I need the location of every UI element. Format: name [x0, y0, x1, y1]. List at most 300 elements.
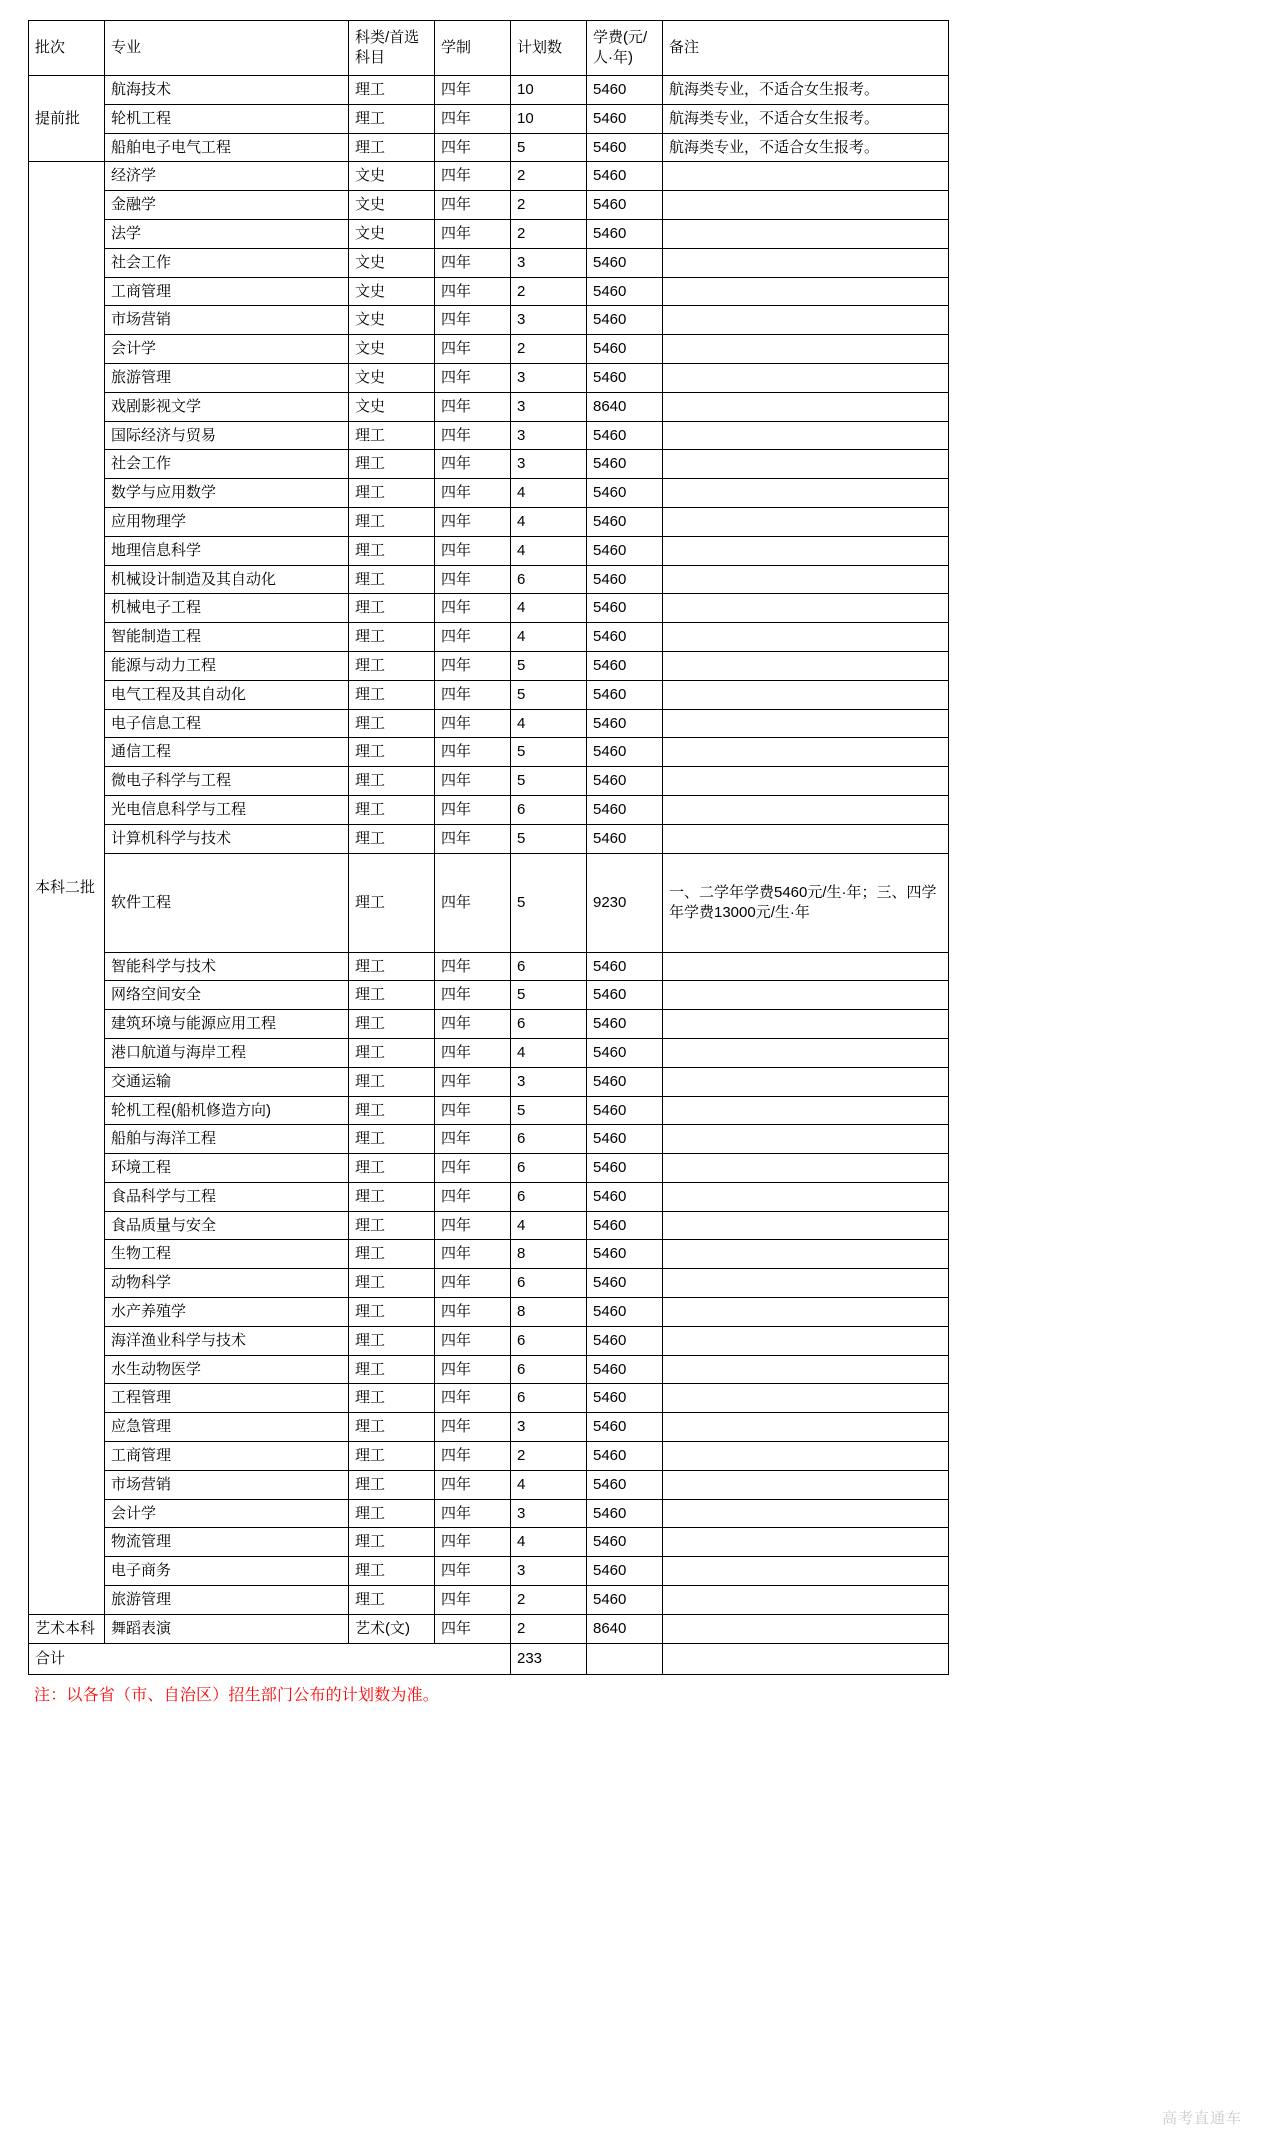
cell-major: 计算机科学与技术: [105, 824, 349, 853]
table-row: [29, 981, 949, 1010]
cell-remark: [663, 1586, 949, 1615]
cell-remark: [663, 1326, 949, 1355]
cell-subject: 理工: [349, 536, 435, 565]
cell-major: 社会工作: [105, 248, 349, 277]
cell-major: 数学与应用数学: [105, 479, 349, 508]
cell-fee: 5460: [587, 1240, 663, 1269]
cell-major: 国际经济与贸易: [105, 421, 349, 450]
cell-length: 四年: [435, 795, 511, 824]
cell-major: 经济学: [105, 162, 349, 191]
table-row: [29, 1528, 949, 1557]
cell-count: 4: [511, 1038, 587, 1067]
cell-major: 软件工程: [105, 853, 349, 952]
cell-major: 食品质量与安全: [105, 1211, 349, 1240]
column-header-major: 专业: [105, 21, 349, 76]
cell-subject: 理工: [349, 680, 435, 709]
cell-major: 智能科学与技术: [105, 952, 349, 981]
cell-subject: 理工: [349, 795, 435, 824]
total-label: 合计: [29, 1643, 511, 1674]
cell-major: 轮机工程(船机修造方向): [105, 1096, 349, 1125]
cell-remark: [663, 1067, 949, 1096]
table-row: [29, 1298, 949, 1327]
cell-count: 6: [511, 1182, 587, 1211]
cell-fee: 5460: [587, 133, 663, 162]
table-row: [29, 853, 949, 952]
cell-major: 食品科学与工程: [105, 1182, 349, 1211]
cell-fee: 5460: [587, 1355, 663, 1384]
cell-remark: [663, 219, 949, 248]
table-row: [29, 1557, 949, 1586]
table-header: [29, 21, 949, 76]
cell-subject: 理工: [349, 479, 435, 508]
cell-subject: 理工: [349, 594, 435, 623]
table-row: [29, 335, 949, 364]
cell-subject: 理工: [349, 1182, 435, 1211]
cell-count: 3: [511, 306, 587, 335]
cell-major: 工商管理: [105, 1442, 349, 1471]
table-row: [29, 450, 949, 479]
cell-length: 四年: [435, 1326, 511, 1355]
cell-major: 应用物理学: [105, 507, 349, 536]
cell-major: 机械设计制造及其自动化: [105, 565, 349, 594]
cell-count: 5: [511, 767, 587, 796]
cell-remark: [663, 363, 949, 392]
cell-remark: [663, 1010, 949, 1039]
cell-major: 舞蹈表演: [105, 1614, 349, 1643]
cell-subject: 理工: [349, 450, 435, 479]
cell-remark: [663, 565, 949, 594]
cell-length: 四年: [435, 680, 511, 709]
batch-cell-0: 提前批: [29, 76, 105, 162]
cell-fee: 5460: [587, 162, 663, 191]
cell-fee: 5460: [587, 1010, 663, 1039]
cell-count: 5: [511, 133, 587, 162]
cell-subject: 理工: [349, 952, 435, 981]
table-row: [29, 1010, 949, 1039]
cell-length: 四年: [435, 1211, 511, 1240]
cell-remark: [663, 767, 949, 796]
table-row: [29, 1355, 949, 1384]
cell-length: 四年: [435, 1442, 511, 1471]
cell-fee: 5460: [587, 594, 663, 623]
cell-subject: 理工: [349, 651, 435, 680]
cell-subject: 理工: [349, 1442, 435, 1471]
cell-remark: [663, 1557, 949, 1586]
cell-remark: [663, 1182, 949, 1211]
cell-length: 四年: [435, 952, 511, 981]
cell-count: 5: [511, 853, 587, 952]
batch-cell-2: 艺术本科: [29, 1614, 105, 1643]
table-row: [29, 1442, 949, 1471]
cell-remark: [663, 594, 949, 623]
cell-subject: 理工: [349, 1499, 435, 1528]
cell-fee: 5460: [587, 536, 663, 565]
cell-count: 5: [511, 824, 587, 853]
cell-count: 3: [511, 363, 587, 392]
cell-remark: 航海类专业，不适合女生报考。: [663, 104, 949, 133]
cell-subject: 文史: [349, 306, 435, 335]
cell-count: 2: [511, 1442, 587, 1471]
cell-subject: 理工: [349, 1528, 435, 1557]
cell-count: 3: [511, 450, 587, 479]
watermark: 高考直通车: [1161, 2110, 1242, 2127]
cell-count: 4: [511, 623, 587, 652]
cell-remark: [663, 507, 949, 536]
cell-subject: 理工: [349, 1067, 435, 1096]
batch-cell-1: 本科二批: [29, 162, 105, 1614]
cell-fee: 5460: [587, 565, 663, 594]
cell-remark: [663, 479, 949, 508]
cell-count: 3: [511, 421, 587, 450]
cell-major: 会计学: [105, 1499, 349, 1528]
cell-length: 四年: [435, 1125, 511, 1154]
cell-remark: [663, 709, 949, 738]
cell-fee: 5460: [587, 1557, 663, 1586]
cell-count: 2: [511, 277, 587, 306]
cell-count: 10: [511, 104, 587, 133]
cell-remark: [663, 277, 949, 306]
cell-count: 6: [511, 1384, 587, 1413]
cell-subject: 理工: [349, 1298, 435, 1327]
cell-count: 5: [511, 738, 587, 767]
cell-fee: 5460: [587, 306, 663, 335]
cell-subject: 理工: [349, 1096, 435, 1125]
cell-remark: [663, 981, 949, 1010]
cell-fee: 5460: [587, 623, 663, 652]
cell-subject: 理工: [349, 1010, 435, 1039]
table-row: [29, 1067, 949, 1096]
cell-fee: 5460: [587, 680, 663, 709]
cell-subject: 理工: [349, 1269, 435, 1298]
cell-length: 四年: [435, 767, 511, 796]
cell-major: 通信工程: [105, 738, 349, 767]
cell-count: 2: [511, 219, 587, 248]
cell-count: 2: [511, 191, 587, 220]
table-row: [29, 594, 949, 623]
cell-remark: [663, 1442, 949, 1471]
cell-major: 市场营销: [105, 306, 349, 335]
cell-remark: [663, 1038, 949, 1067]
cell-fee: 5460: [587, 1182, 663, 1211]
cell-fee: 5460: [587, 1298, 663, 1327]
cell-count: 3: [511, 1499, 587, 1528]
table-row: [29, 1586, 949, 1615]
cell-length: 四年: [435, 709, 511, 738]
cell-remark: [663, 1413, 949, 1442]
cell-subject: 文史: [349, 363, 435, 392]
table-body: [29, 76, 949, 1644]
cell-subject: 文史: [349, 392, 435, 421]
cell-fee: 5460: [587, 421, 663, 450]
cell-major: 船舶与海洋工程: [105, 1125, 349, 1154]
cell-length: 四年: [435, 853, 511, 952]
cell-major: 交通运输: [105, 1067, 349, 1096]
cell-major: 轮机工程: [105, 104, 349, 133]
table-row: [29, 680, 949, 709]
cell-length: 四年: [435, 1557, 511, 1586]
cell-subject: 理工: [349, 565, 435, 594]
cell-subject: 理工: [349, 824, 435, 853]
table-row: [29, 306, 949, 335]
cell-remark: [663, 1125, 949, 1154]
cell-subject: 理工: [349, 981, 435, 1010]
total-fee-blank: [587, 1643, 663, 1674]
cell-fee: 5460: [587, 104, 663, 133]
cell-major: 电气工程及其自动化: [105, 680, 349, 709]
cell-major: 市场营销: [105, 1470, 349, 1499]
cell-fee: 5460: [587, 651, 663, 680]
cell-count: 6: [511, 1269, 587, 1298]
cell-length: 四年: [435, 162, 511, 191]
cell-count: 2: [511, 1586, 587, 1615]
cell-fee: 8640: [587, 392, 663, 421]
cell-fee: 5460: [587, 1096, 663, 1125]
cell-count: 6: [511, 1355, 587, 1384]
table-row: [29, 479, 949, 508]
cell-remark: [663, 306, 949, 335]
cell-length: 四年: [435, 479, 511, 508]
cell-major: 应急管理: [105, 1413, 349, 1442]
cell-major: 能源与动力工程: [105, 651, 349, 680]
cell-count: 6: [511, 952, 587, 981]
header-row: [29, 21, 949, 76]
cell-length: 四年: [435, 1586, 511, 1615]
column-header-batch: 批次: [29, 21, 105, 76]
table-row: [29, 1269, 949, 1298]
cell-count: 6: [511, 1154, 587, 1183]
cell-count: 6: [511, 565, 587, 594]
cell-length: 四年: [435, 623, 511, 652]
cell-subject: 理工: [349, 1240, 435, 1269]
cell-length: 四年: [435, 306, 511, 335]
cell-count: 6: [511, 1326, 587, 1355]
cell-count: 5: [511, 680, 587, 709]
cell-count: 6: [511, 1125, 587, 1154]
cell-subject: 理工: [349, 767, 435, 796]
cell-fee: 5460: [587, 952, 663, 981]
table-row: [29, 536, 949, 565]
table-row: [29, 507, 949, 536]
table-row: [29, 651, 949, 680]
cell-length: 四年: [435, 1614, 511, 1643]
cell-subject: 理工: [349, 1586, 435, 1615]
table-row: [29, 709, 949, 738]
table-row: [29, 623, 949, 652]
table-row: [29, 1096, 949, 1125]
cell-fee: 5460: [587, 1442, 663, 1471]
cell-length: 四年: [435, 248, 511, 277]
cell-remark: [663, 392, 949, 421]
cell-subject: 文史: [349, 335, 435, 364]
cell-fee: 5460: [587, 76, 663, 105]
cell-count: 10: [511, 76, 587, 105]
table-row: [29, 1384, 949, 1413]
cell-fee: 5460: [587, 1211, 663, 1240]
cell-major: 生物工程: [105, 1240, 349, 1269]
cell-length: 四年: [435, 219, 511, 248]
cell-subject: 文史: [349, 162, 435, 191]
table-row: [29, 1240, 949, 1269]
cell-length: 四年: [435, 1182, 511, 1211]
cell-major: 电子商务: [105, 1557, 349, 1586]
cell-subject: 文史: [349, 248, 435, 277]
cell-fee: 5460: [587, 1326, 663, 1355]
table-row: [29, 104, 949, 133]
column-header-count: 计划数: [511, 21, 587, 76]
cell-subject: 文史: [349, 191, 435, 220]
cell-length: 四年: [435, 421, 511, 450]
cell-remark: [663, 824, 949, 853]
cell-count: 5: [511, 651, 587, 680]
cell-subject: 理工: [349, 1125, 435, 1154]
cell-count: 6: [511, 1010, 587, 1039]
cell-fee: 5460: [587, 219, 663, 248]
cell-remark: [663, 248, 949, 277]
cell-subject: 理工: [349, 1557, 435, 1586]
cell-subject: 理工: [349, 709, 435, 738]
cell-remark: [663, 1269, 949, 1298]
table-row: [29, 767, 949, 796]
cell-remark: [663, 1384, 949, 1413]
cell-remark: [663, 1240, 949, 1269]
cell-length: 四年: [435, 738, 511, 767]
cell-subject: 文史: [349, 219, 435, 248]
cell-remark: [663, 1298, 949, 1327]
cell-major: 旅游管理: [105, 1586, 349, 1615]
cell-count: 5: [511, 1096, 587, 1125]
cell-remark: [663, 536, 949, 565]
column-header-subject: 科类/首选科目: [349, 21, 435, 76]
table-row: [29, 1413, 949, 1442]
cell-length: 四年: [435, 363, 511, 392]
cell-major: 光电信息科学与工程: [105, 795, 349, 824]
cell-count: 2: [511, 335, 587, 364]
cell-major: 物流管理: [105, 1528, 349, 1557]
table-row: [29, 1470, 949, 1499]
table-row: [29, 1154, 949, 1183]
cell-remark: [663, 1096, 949, 1125]
table-row: [29, 277, 949, 306]
cell-major: 微电子科学与工程: [105, 767, 349, 796]
table-row: [29, 133, 949, 162]
cell-remark: [663, 952, 949, 981]
cell-major: 会计学: [105, 335, 349, 364]
cell-remark: [663, 738, 949, 767]
cell-subject: 理工: [349, 133, 435, 162]
cell-remark: [663, 1355, 949, 1384]
cell-subject: 理工: [349, 1384, 435, 1413]
cell-major: 金融学: [105, 191, 349, 220]
cell-fee: 5460: [587, 191, 663, 220]
cell-length: 四年: [435, 1528, 511, 1557]
table-row: [29, 1038, 949, 1067]
cell-count: 3: [511, 248, 587, 277]
column-header-length: 学制: [435, 21, 511, 76]
cell-count: 2: [511, 1614, 587, 1643]
cell-count: 8: [511, 1240, 587, 1269]
table-row: [29, 392, 949, 421]
cell-length: 四年: [435, 1240, 511, 1269]
cell-fee: 5460: [587, 738, 663, 767]
cell-remark: [663, 623, 949, 652]
table-row: [29, 1211, 949, 1240]
cell-subject: 理工: [349, 1211, 435, 1240]
cell-subject: 理工: [349, 1038, 435, 1067]
cell-subject: 理工: [349, 1154, 435, 1183]
cell-count: 3: [511, 1413, 587, 1442]
cell-major: 水生动物医学: [105, 1355, 349, 1384]
cell-remark: [663, 450, 949, 479]
cell-major: 航海技术: [105, 76, 349, 105]
cell-remark: [663, 1614, 949, 1643]
cell-fee: 5460: [587, 248, 663, 277]
table-row: [29, 219, 949, 248]
total-remark-blank: [663, 1643, 949, 1674]
table-row: [29, 795, 949, 824]
cell-fee: 5460: [587, 1413, 663, 1442]
cell-count: 3: [511, 392, 587, 421]
cell-fee: 5460: [587, 767, 663, 796]
cell-remark: [663, 651, 949, 680]
cell-major: 戏剧影视文学: [105, 392, 349, 421]
cell-remark: [663, 1470, 949, 1499]
cell-count: 4: [511, 507, 587, 536]
cell-subject: 理工: [349, 1413, 435, 1442]
cell-length: 四年: [435, 1067, 511, 1096]
cell-remark: 一、二学年学费5460元/生·年；三、四学年学费13000元/生·年: [663, 853, 949, 952]
cell-fee: 5460: [587, 1125, 663, 1154]
cell-subject: 理工: [349, 1470, 435, 1499]
cell-fee: 5460: [587, 795, 663, 824]
cell-subject: 理工: [349, 507, 435, 536]
table-row: [29, 1326, 949, 1355]
cell-length: 四年: [435, 1154, 511, 1183]
cell-major: 船舶电子电气工程: [105, 133, 349, 162]
cell-fee: 5460: [587, 709, 663, 738]
cell-fee: 5460: [587, 824, 663, 853]
cell-fee: 5460: [587, 1038, 663, 1067]
table-row: [29, 421, 949, 450]
cell-count: 3: [511, 1557, 587, 1586]
cell-subject: 艺术(文): [349, 1614, 435, 1643]
cell-fee: 5460: [587, 1067, 663, 1096]
cell-length: 四年: [435, 335, 511, 364]
cell-fee: 5460: [587, 277, 663, 306]
cell-count: 4: [511, 1211, 587, 1240]
cell-remark: [663, 1499, 949, 1528]
cell-major: 网络空间安全: [105, 981, 349, 1010]
cell-count: 4: [511, 479, 587, 508]
cell-remark: [663, 421, 949, 450]
cell-subject: 理工: [349, 104, 435, 133]
cell-major: 建筑环境与能源应用工程: [105, 1010, 349, 1039]
cell-fee: 9230: [587, 853, 663, 952]
cell-remark: [663, 1154, 949, 1183]
cell-fee: 5460: [587, 981, 663, 1010]
table-row: [29, 565, 949, 594]
cell-count: 4: [511, 536, 587, 565]
cell-major: 工程管理: [105, 1384, 349, 1413]
table-row: [29, 1182, 949, 1211]
cell-major: 社会工作: [105, 450, 349, 479]
cell-length: 四年: [435, 1010, 511, 1039]
cell-major: 电子信息工程: [105, 709, 349, 738]
cell-fee: 5460: [587, 1499, 663, 1528]
cell-count: 4: [511, 1528, 587, 1557]
cell-major: 港口航道与海岸工程: [105, 1038, 349, 1067]
cell-major: 机械电子工程: [105, 594, 349, 623]
cell-length: 四年: [435, 1269, 511, 1298]
